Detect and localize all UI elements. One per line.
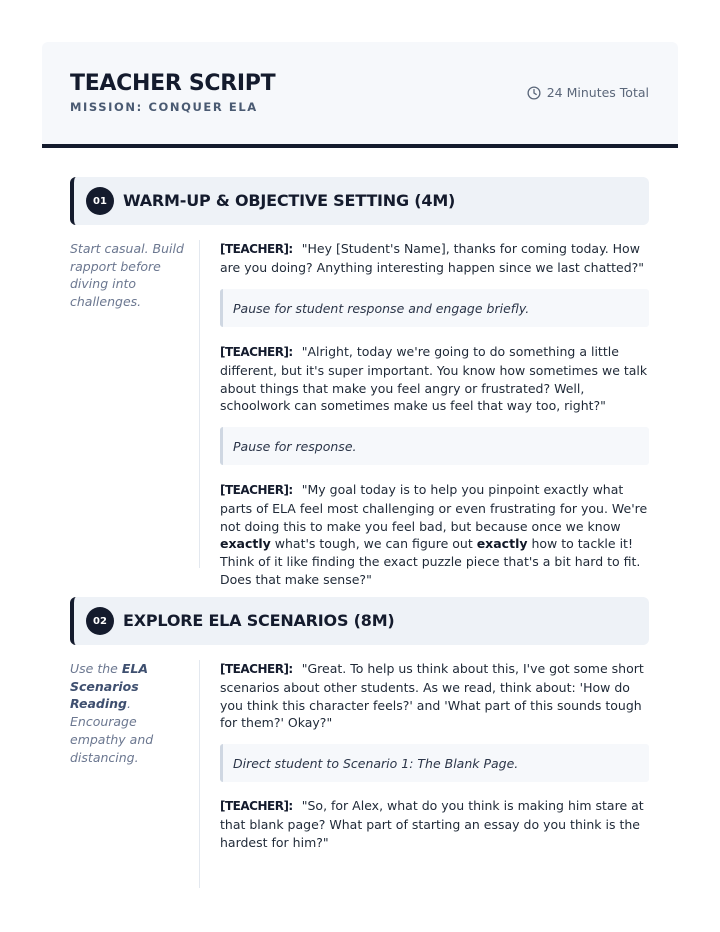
speaker-label: [TEACHER]: — [220, 345, 293, 359]
note-text: Use the — [70, 661, 122, 676]
speaker-label: [TEACHER]: — [220, 799, 293, 813]
teacher-line — [220, 797, 652, 851]
section-01-header — [70, 177, 649, 225]
dialogue-text: "So, for Alex, what do you think is making him stare at that blank page? What part of starting an essay do you think is the hardest for him?" — [220, 798, 644, 850]
speaker-label: [TEACHER]: — [220, 483, 293, 497]
section-title: EXPLORE ELA SCENARIOS (8M) — [123, 611, 395, 630]
section-number-badge: 01 — [86, 187, 114, 215]
stage-direction: Pause for student response and engage briefly. — [220, 289, 649, 327]
teacher-line — [220, 481, 652, 589]
section-02-header — [70, 597, 649, 645]
stage-direction: Direct student to Scenario 1: The Blank Page. — [220, 744, 649, 782]
page-subtitle: MISSION: CONQUER ELA — [70, 100, 258, 114]
emphasis-text: exactly — [476, 536, 528, 552]
speaker-label: [TEACHER]: — [220, 242, 293, 256]
dialogue-text: how to tackle it! Think of it like finding the exact puzzle piece that's a bit hard to fit. Does that make sense?" — [220, 536, 641, 587]
teacher-line — [220, 660, 652, 732]
column-divider — [199, 240, 200, 568]
header-divider — [42, 144, 678, 148]
clock-icon — [527, 86, 541, 100]
duration-label: 24 Minutes Total — [546, 85, 649, 100]
section-title: WARM-UP & OBJECTIVE SETTING (4M) — [123, 191, 456, 210]
dialogue-text: "Alright, today we're going to do something a little different, but it's super important. You know how sometimes we talk about things that make you feel angry or frustrated? Well, schoolwork can sometimes make us feel that way too, right?" — [220, 344, 648, 414]
note-text: . Encourage empathy and distancing. — [70, 696, 154, 765]
dialogue-text: "Great. To help us think about this, I've got some short scenarios about other students. As we read, think about: 'How do you think this character feels?' and 'What part of this sounds tough for them?' Okay?" — [220, 661, 644, 731]
teacher-line — [220, 343, 652, 415]
section-number-badge: 02 — [86, 607, 114, 635]
resource-reference: ELA Scenarios Reading — [70, 661, 149, 712]
duration-indicator — [527, 85, 649, 100]
facilitator-note — [70, 660, 188, 766]
dialogue-text: "Hey [Student's Name], thanks for coming today. How are you doing? Anything interesting happen since we last chatted?" — [220, 241, 645, 275]
speaker-label: [TEACHER]: — [220, 662, 293, 676]
column-divider — [199, 660, 200, 888]
stage-direction: Pause for response. — [220, 427, 649, 465]
teacher-line — [220, 240, 652, 277]
dialogue-text: what's tough, we can figure out — [270, 536, 477, 552]
emphasis-text: exactly — [220, 536, 271, 552]
page-title: TEACHER SCRIPT — [70, 71, 276, 96]
dialogue-text: "My goal today is to help you pinpoint exactly what parts of ELA feel most challenging or even frustrating for you. We're not doing this to make you feel bad, but because once we know — [220, 482, 648, 534]
facilitator-note: Start casual. Build rapport before diving into challenges. — [70, 241, 184, 310]
